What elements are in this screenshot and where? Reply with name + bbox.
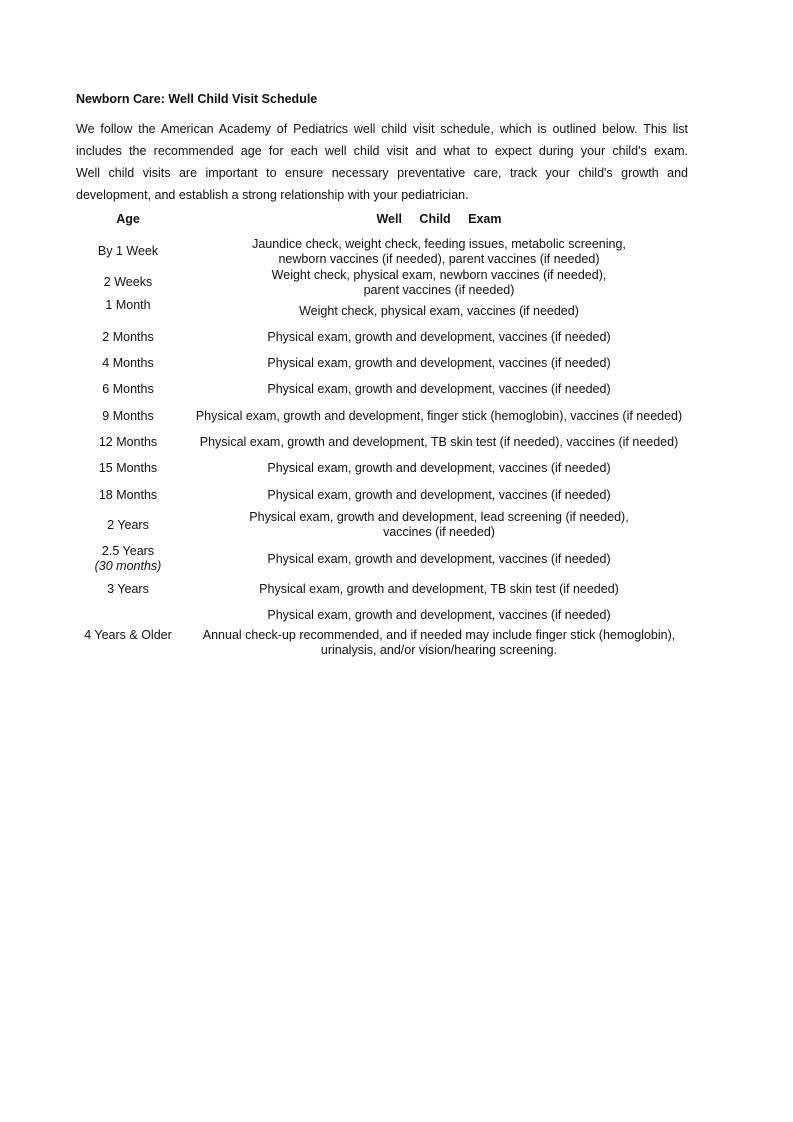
age-label: 2.5 Years [101,544,155,558]
exam-cell [180,576,698,602]
document-title: Newborn Care: Well Child Visit Schedule [76,92,318,106]
exam-description: Physical exam, growth and development, vaccines (if needed) [267,329,611,344]
exam-description: Jaundice check, weight check, feeding issues, metabolic screening, [252,236,626,251]
exam-description: Physical exam, growth and development, vaccines (if needed) [267,551,611,566]
age-cell [76,236,180,267]
exam-description: newborn vaccines (if needed), parent vaccines (if needed) [278,251,600,266]
exam-cell [180,542,698,576]
age-label: 4 Months [102,355,154,370]
age-cell [76,508,180,542]
table-row [76,455,698,482]
exam-description: Physical exam, growth and development, TB skin test (if needed), vaccines (if needed) [199,434,679,449]
table-row [76,324,698,350]
table-row [76,429,698,455]
exam-cell [180,482,698,508]
exam-cell [180,376,698,403]
table-row [76,482,698,508]
document-page [76,90,698,658]
age-cell [76,324,180,350]
exam-cell [180,267,698,298]
age-cell [76,542,180,576]
exam-description: vaccines (if needed) [383,525,495,539]
exam-cell [180,403,698,429]
age-cell [76,576,180,602]
exam-cell [180,455,698,482]
exam-cell [180,324,698,350]
exam-cell [180,236,698,267]
age-label: 2 Weeks [103,275,153,289]
table-row [76,508,698,542]
exam-description: Weight check, physical exam, newborn vaccines (if needed), [271,267,607,282]
age-label: By 1 Week [97,244,159,258]
age-label: 4 Years & Older [84,628,172,642]
age-cell [76,455,180,482]
exam-description: Annual check-up recommended, and if needed may include finger stick (hemoglobin), [202,628,676,642]
table-row [76,236,698,267]
age-cell [76,429,180,455]
exam-description: Physical exam, growth and development, finger stick (hemoglobin), vaccines (if needed) [195,408,683,423]
age-label: 1 Month [105,298,151,312]
age-cell [76,298,180,324]
age-label: 18 Months [98,487,158,502]
age-cell [76,350,180,376]
exam-cell [180,298,698,324]
table-row [76,403,698,429]
exam-cell [180,350,698,376]
age-label: 9 Months [102,408,154,423]
age-cell [76,482,180,508]
table-row [76,576,698,602]
table-row [76,628,698,658]
exam-description: urinalysis, and/or vision/hearing screening. [320,643,558,657]
exam-description: Physical exam, growth and development, vaccines (if needed) [267,382,611,396]
table-row [76,298,698,324]
intro-line: We follow the American Academy of Pediatrics well child visit schedule, which is outlined below. This list [76,122,688,136]
exam-description: Weight check, physical exam, vaccines (if needed) [299,303,579,318]
age-cell [76,267,180,298]
exam-cell [180,602,698,628]
intro-line: includes the recommended age for each well child visit and what to expect during your child's exam. [76,144,688,158]
age-label: 15 Months [98,461,158,475]
exam-description: Physical exam, growth and development, vaccines (if needed) [267,355,611,370]
table-row [76,350,698,376]
age-cell [76,403,180,429]
exam-description: Physical exam, growth and development, lead screening (if needed), [249,510,629,524]
age-label: 6 Months [102,382,154,396]
intro-line: Well child visits are important to ensure necessary preventative care, track your child's growth and [76,166,688,180]
age-cell [76,602,180,628]
age-sublabel: (30 months) [94,559,162,573]
age-label: 2 Months [102,329,154,344]
exam-description: parent vaccines (if needed) [363,282,515,297]
age-label: 2 Years [107,517,149,532]
exam-cell [180,628,698,658]
table-header-row [76,212,698,236]
visit-schedule-table [76,212,698,658]
exam-description: Physical exam, growth and development, vaccines (if needed) [267,487,611,502]
exam-description: Physical exam, growth and development, vaccines (if needed) [267,461,611,475]
exam-description: Physical exam, growth and development, vaccines (if needed) [267,607,611,622]
table-row [76,602,698,628]
exam-column-header: Well Child Exam [376,212,502,226]
exam-cell [180,508,698,542]
age-cell [76,628,180,658]
age-column-header: Age [116,212,140,226]
table-row [76,542,698,576]
table-body [76,236,698,658]
intro-line: development, and establish a strong relationship with your pediatrician. [76,188,469,202]
table-row [76,376,698,403]
age-label: 12 Months [98,434,158,449]
age-cell [76,376,180,403]
age-label: 3 Years [107,581,149,596]
intro-paragraph [76,118,688,206]
table-row [76,267,698,298]
exam-cell [180,429,698,455]
exam-description: Physical exam, growth and development, TB skin test (if needed) [259,581,619,596]
